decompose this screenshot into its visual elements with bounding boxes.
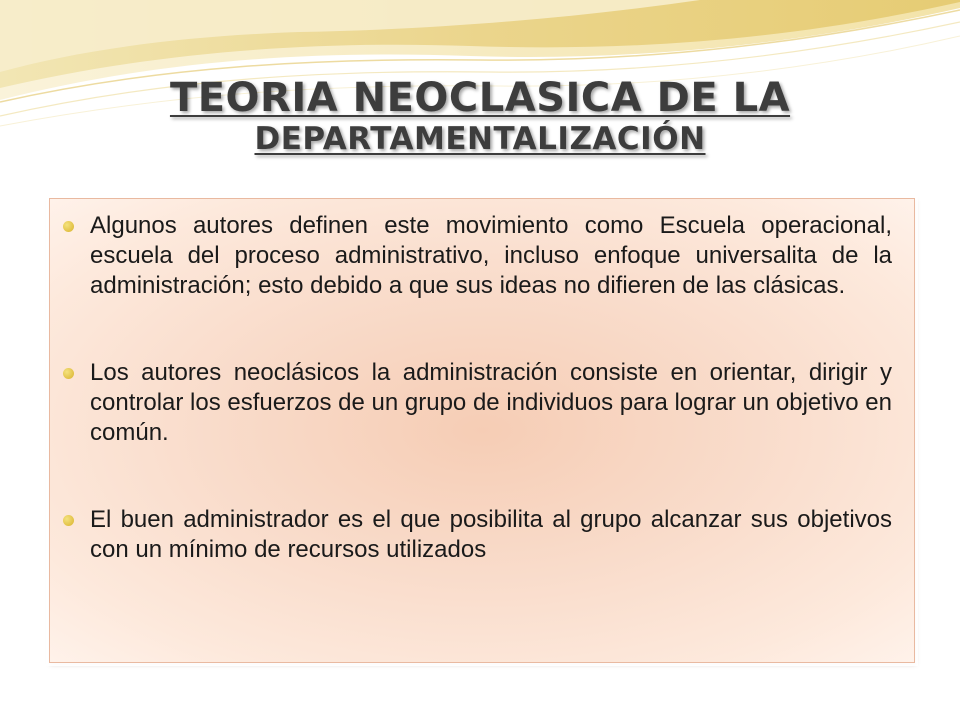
bullet-marker-icon [63,368,74,379]
bullet-text: Los autores neoclásicos la administración consiste en orientar, dirigir y controlar los esfuerzos de un grupo de individuos para lograr un objetivo en común. [90,359,892,446]
slide-title [0,75,960,157]
title-line-1: TEORIA NEOCLASICA DE LA [169,75,791,121]
bullet-item [90,505,892,565]
bullet-text: Algunos autores definen este movimiento como Escuela operacional, escuela del proceso administrativo, incluso enfoque universalita de la administración; esto debido a que sus ideas no difieren de las clásicas. [90,212,892,299]
bullet-text: El buen administrador es el que posibilita al grupo alcanzar sus objetivos con un mínimo de recursos utilizados [90,506,892,563]
bullet-marker-icon [63,515,74,526]
bullet-item [90,211,892,301]
content-box [49,198,915,663]
title-line-2: DEPARTAMENTALIZACIÓN [254,121,706,157]
bullet-list [90,211,892,565]
bullet-marker-icon [63,221,74,232]
bullet-item [90,358,892,448]
